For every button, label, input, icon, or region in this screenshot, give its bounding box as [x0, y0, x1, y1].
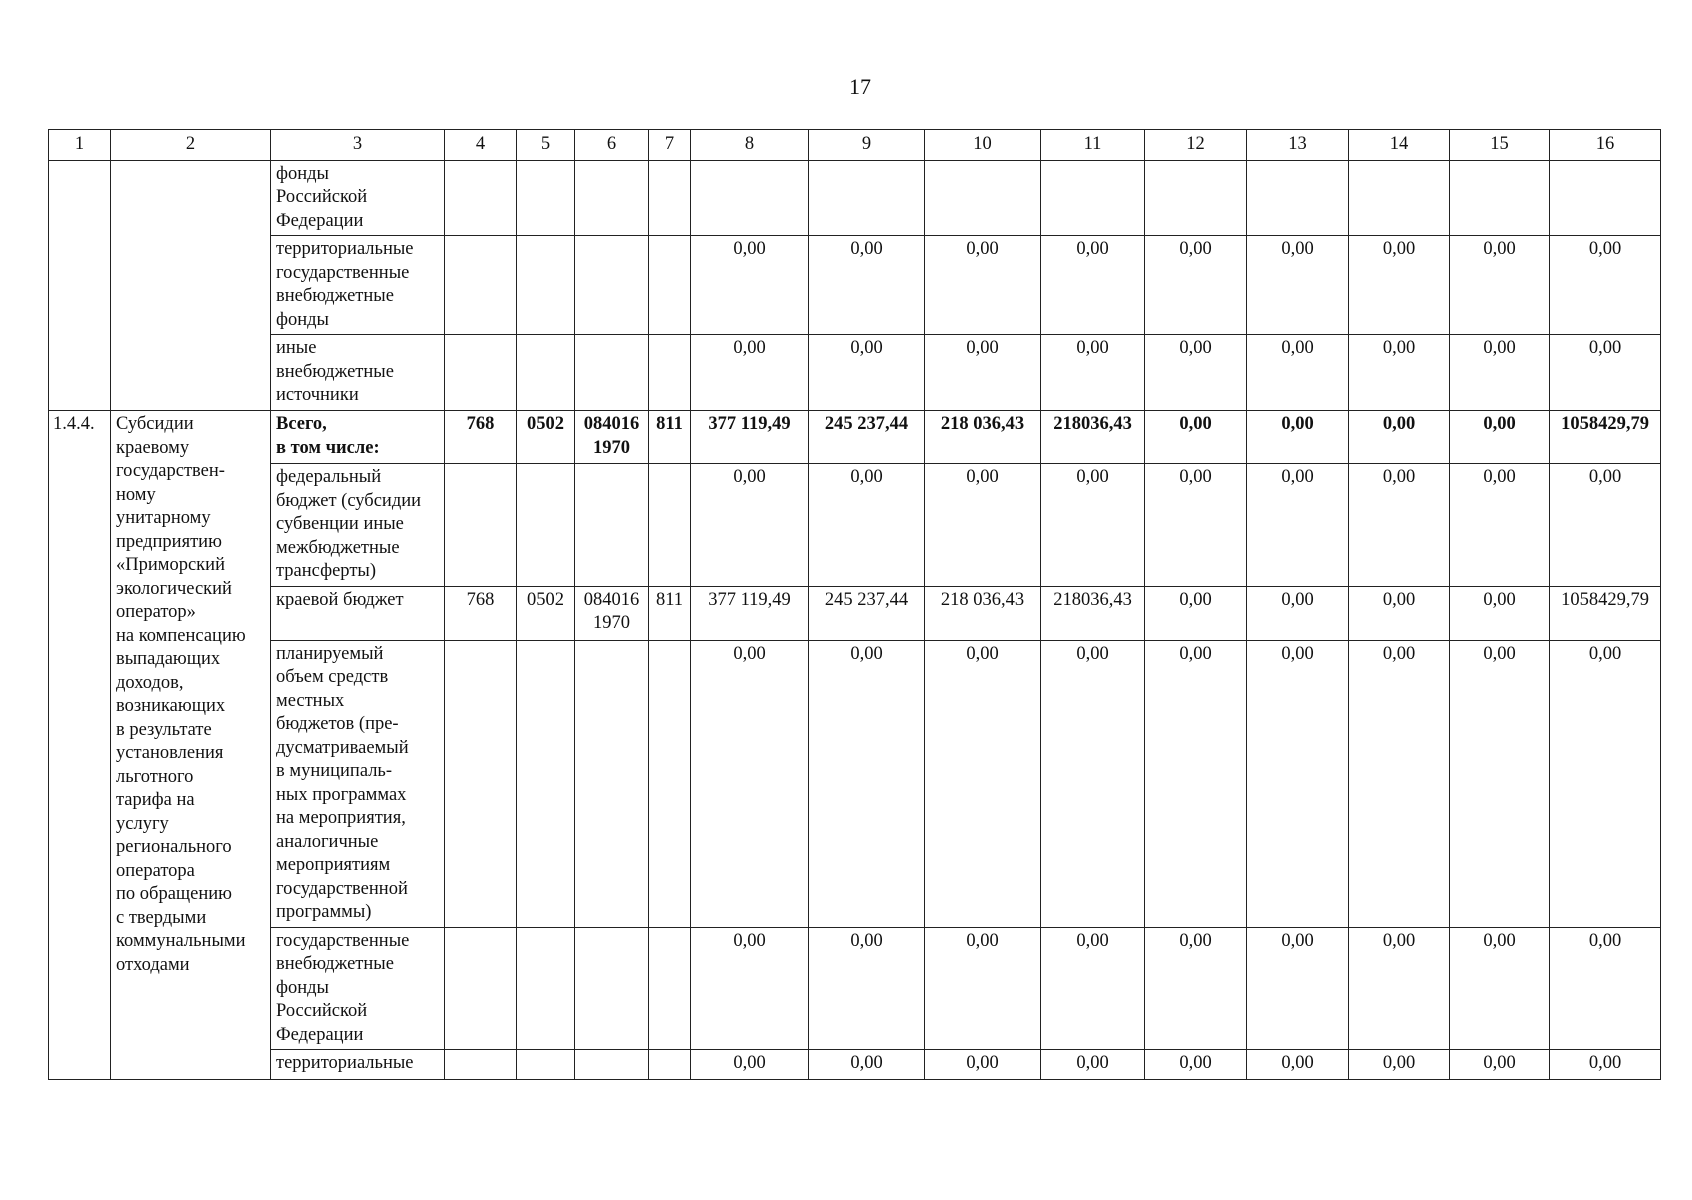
- amount-cell: 377 119,49: [691, 586, 809, 640]
- section-code: [517, 161, 575, 236]
- amount-cell: 0,00: [1247, 1050, 1349, 1080]
- target-article-code: [575, 464, 649, 586]
- section-code: [517, 335, 575, 411]
- amount-cell: 0,00: [925, 1050, 1041, 1080]
- amount-cell: 0,00: [1041, 1050, 1145, 1080]
- amount-cell: [1247, 161, 1349, 236]
- target-article-code: [575, 927, 649, 1049]
- amount-cell: 0,00: [1247, 640, 1349, 927]
- funding-source: Всего, в том числе:: [271, 411, 445, 464]
- expense-type-code: [649, 236, 691, 335]
- amount-cell: 218 036,43: [925, 586, 1041, 640]
- column-number-header: 10: [925, 130, 1041, 161]
- amount-cell: 0,00: [809, 640, 925, 927]
- amount-cell: 0,00: [691, 640, 809, 927]
- amount-cell: 0,00: [1550, 335, 1661, 411]
- column-number-header: 16: [1550, 130, 1661, 161]
- column-number-header: 8: [691, 130, 809, 161]
- amount-cell: 0,00: [691, 1050, 809, 1080]
- funding-source: территориальные государственные внебюджетные фонды: [271, 236, 445, 335]
- amount-cell: 0,00: [925, 335, 1041, 411]
- funding-source: иные внебюджетные источники: [271, 335, 445, 411]
- funding-source: краевой бюджет: [271, 586, 445, 640]
- amount-cell: 0,00: [1247, 927, 1349, 1049]
- amount-cell: 245 237,44: [809, 411, 925, 464]
- amount-cell: 0,00: [1145, 411, 1247, 464]
- amount-cell: 0,00: [1450, 335, 1550, 411]
- funding-source: территориальные: [271, 1050, 445, 1080]
- target-article-code: [575, 161, 649, 236]
- amount-cell: [809, 161, 925, 236]
- amount-cell: 0,00: [1450, 586, 1550, 640]
- expense-type-code: [649, 640, 691, 927]
- amount-cell: 0,00: [1041, 464, 1145, 586]
- empty-cell: [111, 161, 271, 411]
- amount-cell: 0,00: [1247, 586, 1349, 640]
- target-article-code: [575, 236, 649, 335]
- amount-cell: 0,00: [1450, 464, 1550, 586]
- ministry-code: [445, 464, 517, 586]
- amount-cell: 0,00: [691, 464, 809, 586]
- target-article-code: 084016 1970: [575, 586, 649, 640]
- column-number-header: 15: [1450, 130, 1550, 161]
- expense-type-code: 811: [649, 411, 691, 464]
- amount-cell: 218036,43: [1041, 586, 1145, 640]
- amount-cell: 0,00: [1041, 927, 1145, 1049]
- amount-cell: [691, 161, 809, 236]
- ministry-code: [445, 927, 517, 1049]
- amount-cell: 245 237,44: [809, 586, 925, 640]
- amount-cell: 0,00: [1145, 586, 1247, 640]
- amount-cell: 0,00: [1145, 1050, 1247, 1080]
- ministry-code: 768: [445, 411, 517, 464]
- amount-cell: 0,00: [691, 335, 809, 411]
- column-number-row: [49, 130, 1661, 161]
- amount-cell: 0,00: [1450, 411, 1550, 464]
- amount-cell: 0,00: [1247, 236, 1349, 335]
- funding-source: планируемый объем средств местных бюджетов (пре- дусматриваемый в муниципаль- ных программах на мероприятия, аналогичные мероприятиям государственной программы): [271, 640, 445, 927]
- column-number-header: 1: [49, 130, 111, 161]
- expense-type-code: [649, 464, 691, 586]
- table-row: [49, 1050, 1661, 1080]
- amount-cell: 0,00: [1145, 927, 1247, 1049]
- amount-cell: 1058429,79: [1550, 411, 1661, 464]
- amount-cell: 0,00: [691, 236, 809, 335]
- expense-type-code: [649, 335, 691, 411]
- column-number-header: 14: [1349, 130, 1450, 161]
- amount-cell: 0,00: [1145, 236, 1247, 335]
- amount-cell: 0,00: [1145, 640, 1247, 927]
- amount-cell: 0,00: [691, 927, 809, 1049]
- amount-cell: 0,00: [1550, 236, 1661, 335]
- target-article-code: [575, 335, 649, 411]
- funding-source: государственные внебюджетные фонды Российской Федерации: [271, 927, 445, 1049]
- funding-source: фонды Российской Федерации: [271, 161, 445, 236]
- amount-cell: 0,00: [1041, 335, 1145, 411]
- amount-cell: 0,00: [1247, 335, 1349, 411]
- ministry-code: [445, 335, 517, 411]
- table-row: [49, 640, 1661, 927]
- table-row: [49, 335, 1661, 411]
- amount-cell: 0,00: [1349, 411, 1450, 464]
- expense-type-code: [649, 161, 691, 236]
- amount-cell: 0,00: [1041, 640, 1145, 927]
- amount-cell: 0,00: [925, 464, 1041, 586]
- amount-cell: 377 119,49: [691, 411, 809, 464]
- amount-cell: [1550, 161, 1661, 236]
- column-number-header: 11: [1041, 130, 1145, 161]
- item-number: 1.4.4.: [49, 411, 111, 1080]
- ministry-code: [445, 236, 517, 335]
- table-row: [49, 411, 1661, 464]
- amount-cell: 0,00: [1349, 335, 1450, 411]
- page-number: 17: [849, 74, 871, 99]
- amount-cell: 0,00: [925, 927, 1041, 1049]
- amount-cell: 0,00: [809, 335, 925, 411]
- amount-cell: 0,00: [1450, 236, 1550, 335]
- amount-cell: [1450, 161, 1550, 236]
- target-article-code: 084016 1970: [575, 411, 649, 464]
- target-article-code: [575, 1050, 649, 1080]
- section-code: [517, 927, 575, 1049]
- empty-cell: [49, 161, 111, 411]
- section-code: 0502: [517, 411, 575, 464]
- table-row: [49, 161, 1661, 236]
- ministry-code: [445, 640, 517, 927]
- target-article-code: [575, 640, 649, 927]
- column-number-header: 12: [1145, 130, 1247, 161]
- expense-type-code: [649, 1050, 691, 1080]
- amount-cell: 0,00: [1550, 640, 1661, 927]
- amount-cell: 0,00: [1450, 1050, 1550, 1080]
- amount-cell: 0,00: [925, 236, 1041, 335]
- section-code: [517, 640, 575, 927]
- section-code: [517, 464, 575, 586]
- ministry-code: 768: [445, 586, 517, 640]
- amount-cell: 0,00: [809, 236, 925, 335]
- amount-cell: 0,00: [1450, 927, 1550, 1049]
- amount-cell: 0,00: [809, 464, 925, 586]
- amount-cell: 0,00: [1349, 236, 1450, 335]
- column-number-header: 6: [575, 130, 649, 161]
- section-code: 0502: [517, 586, 575, 640]
- amount-cell: [1349, 161, 1450, 236]
- amount-cell: 0,00: [1247, 411, 1349, 464]
- column-number-header: 9: [809, 130, 925, 161]
- column-number-header: 4: [445, 130, 517, 161]
- column-number-header: 7: [649, 130, 691, 161]
- funding-source: федеральный бюджет (субсидии субвенции иные межбюджетные трансферты): [271, 464, 445, 586]
- table-row: [49, 464, 1661, 586]
- column-number-header: 2: [111, 130, 271, 161]
- amount-cell: 0,00: [1450, 640, 1550, 927]
- ministry-code: [445, 161, 517, 236]
- table-body: [49, 161, 1661, 1080]
- amount-cell: 0,00: [809, 927, 925, 1049]
- section-code: [517, 236, 575, 335]
- amount-cell: 0,00: [1349, 1050, 1450, 1080]
- amount-cell: 0,00: [1349, 464, 1450, 586]
- amount-cell: 0,00: [1550, 927, 1661, 1049]
- amount-cell: 0,00: [925, 640, 1041, 927]
- amount-cell: 0,00: [1550, 464, 1661, 586]
- amount-cell: 218 036,43: [925, 411, 1041, 464]
- budget-table: [48, 129, 1661, 1080]
- column-number-header: 3: [271, 130, 445, 161]
- amount-cell: [1145, 161, 1247, 236]
- amount-cell: 0,00: [1349, 640, 1450, 927]
- expense-type-code: 811: [649, 586, 691, 640]
- amount-cell: [1041, 161, 1145, 236]
- table-row: [49, 236, 1661, 335]
- amount-cell: 0,00: [1349, 927, 1450, 1049]
- amount-cell: 0,00: [1550, 1050, 1661, 1080]
- expense-type-code: [649, 927, 691, 1049]
- table-row: [49, 927, 1661, 1049]
- amount-cell: 1058429,79: [1550, 586, 1661, 640]
- amount-cell: 218036,43: [1041, 411, 1145, 464]
- program-item-name: Субсидии краевому государствен- ному унитарному предприятию «Приморский экологический оператор» на компенсацию выпадающих доходов, возникающих в результате установления льготного тарифа на услугу регионального оператора по обращению с твердыми коммунальными отходами: [111, 411, 271, 1080]
- table-row: [49, 586, 1661, 640]
- ministry-code: [445, 1050, 517, 1080]
- amount-cell: 0,00: [809, 1050, 925, 1080]
- amount-cell: 0,00: [1145, 464, 1247, 586]
- amount-cell: 0,00: [1349, 586, 1450, 640]
- amount-cell: 0,00: [1247, 464, 1349, 586]
- amount-cell: [925, 161, 1041, 236]
- section-code: [517, 1050, 575, 1080]
- column-number-header: 13: [1247, 130, 1349, 161]
- column-number-header: 5: [517, 130, 575, 161]
- amount-cell: 0,00: [1145, 335, 1247, 411]
- amount-cell: 0,00: [1041, 236, 1145, 335]
